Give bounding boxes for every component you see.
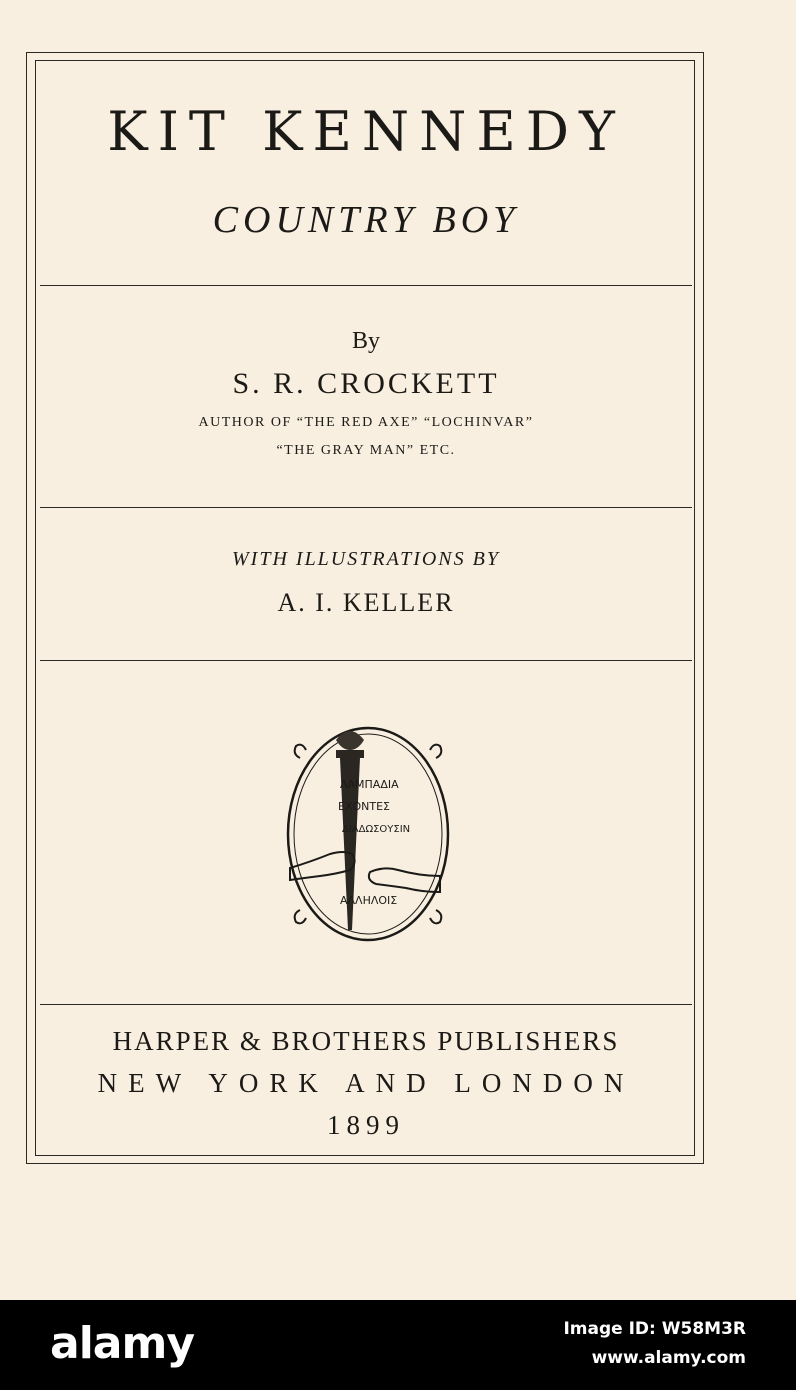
- stock-photo-footer: [0, 1300, 796, 1390]
- image-id: Image ID: W58M3R: [563, 1319, 746, 1339]
- divider-rule: [40, 660, 692, 661]
- book-title: KIT KENNEDY: [107, 100, 625, 163]
- author-credits-line-2: “THE GRAY MAN” ETC.: [276, 443, 456, 458]
- publication-year: 1899: [327, 1110, 405, 1140]
- alamy-logo: alamy: [50, 1318, 194, 1369]
- author-name: S. R. CROCKETT: [232, 367, 500, 400]
- illustrations-label: WITH ILLUSTRATIONS BY: [232, 548, 500, 570]
- book-subtitle: COUNTRY BOY: [212, 199, 520, 241]
- illustrator-name: A. I. KELLER: [277, 588, 455, 617]
- site-url: www.alamy.com: [591, 1348, 746, 1368]
- device-inscription-line-2: ΕΧΟΝΤΕΣ: [338, 800, 390, 813]
- device-inscription-line-3: ΔΙΑΔΩΣΟΥΣΙΝ: [342, 824, 411, 835]
- divider-rule: [40, 285, 692, 286]
- divider-rule: [40, 507, 692, 508]
- divider-rule: [40, 1004, 692, 1005]
- by-line: By: [351, 328, 380, 354]
- device-inscription-line-4: ΑΛΛΗΛΟΙΣ: [340, 894, 398, 907]
- author-credits-line-1: AUTHOR OF “THE RED AXE” “LOCHINVAR”: [198, 415, 534, 430]
- publisher-cities: NEW YORK AND LONDON: [97, 1068, 635, 1098]
- device-inscription-line-1: ΛΑΜΠΑΔΙΑ: [340, 778, 399, 791]
- publisher-name: HARPER & BROTHERS PUBLISHERS: [112, 1026, 620, 1056]
- publisher-device-torch-emblem: [280, 718, 456, 948]
